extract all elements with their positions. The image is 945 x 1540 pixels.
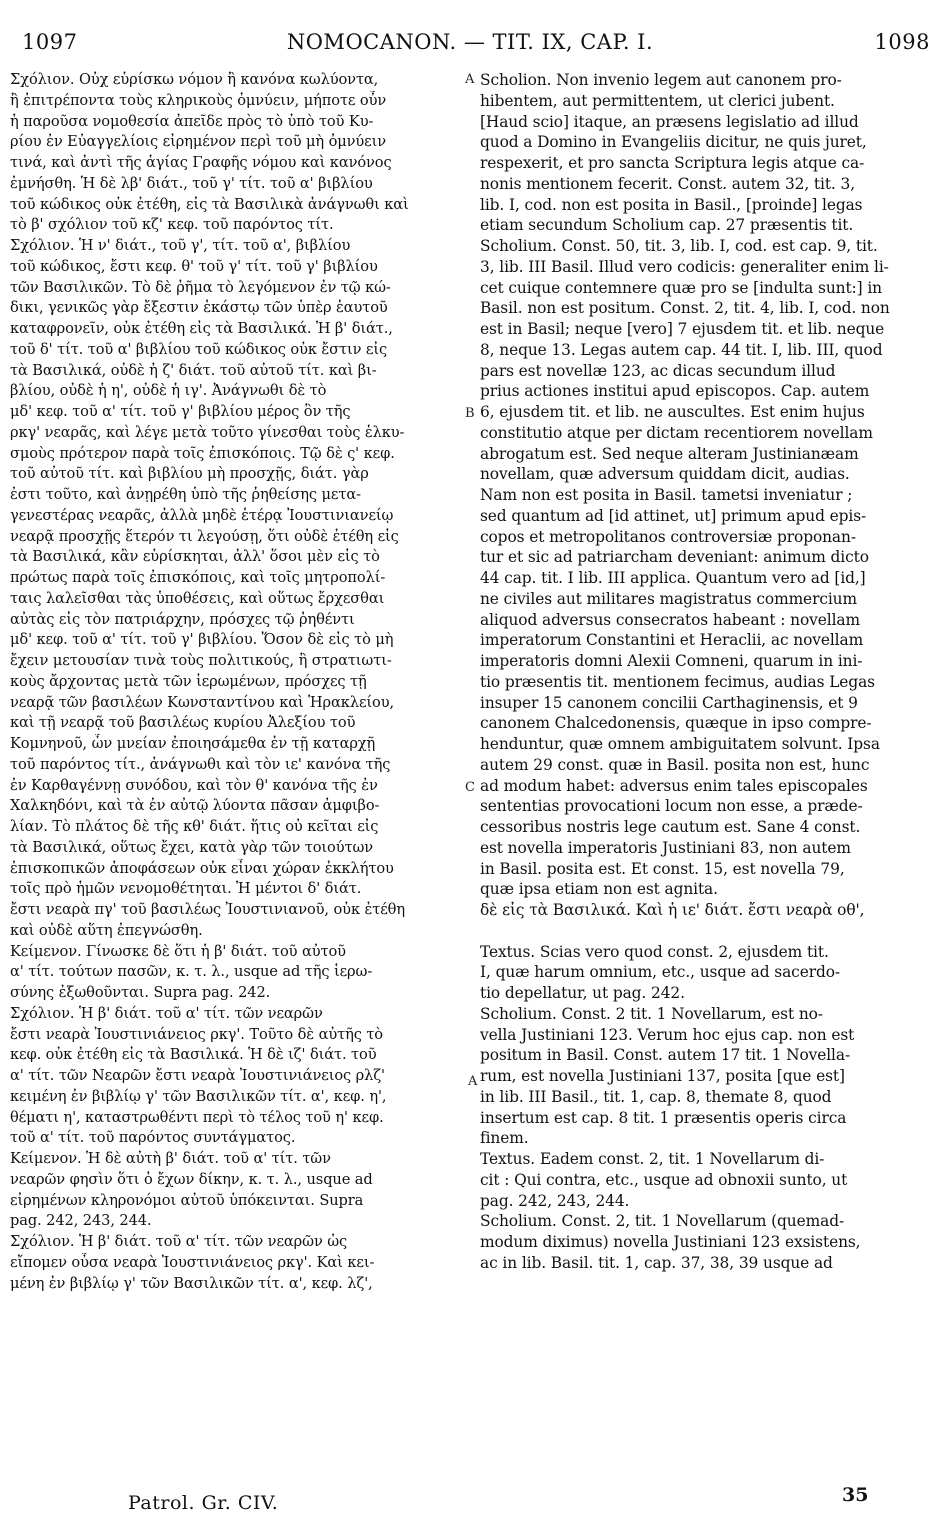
greek-text-line: καταφρονεῖν, οὐκ ἐτέθη εἰς τὰ Βασιλικά. Ἡ β' διάτ., [10, 320, 393, 337]
latin-text-line: tio depellatur, ut pag. 242. [480, 984, 685, 1002]
latin-text-line: abrogatum est. Sed neque alteram Justinianæam [480, 444, 859, 463]
greek-text-line: τοῦ κώδικος, ἔστι κεφ. θ' τοῦ γ' τίτ. τοῦ γ' βιβλίου [10, 257, 378, 275]
latin-text-line: est novella imperatoris Justiniani 83, non autem [480, 838, 851, 857]
latin-text-line: nonis mentionem fecerit. Const. autem 32, tit. 3, [480, 174, 855, 193]
greek-text-line: τοῦ αὐτοῦ τίτ. καὶ βιβλίου μὴ προσχῇς, διάτ. γὰρ [10, 465, 369, 483]
latin-text-line: modum diximus) novella Justiniani 123 exsistens, [480, 1233, 861, 1251]
greek-text-line: κειμένη ἐν βιβλίῳ γ' τῶν Βασιλικῶν τίτ. α', κεφ. η', [10, 1087, 387, 1105]
latin-text-line: copos et metropolitanos controversiæ proponan- [480, 527, 856, 546]
greek-text-line: πρώτως παρὰ τοῖς ἐπισκόποις, καὶ τοῖς μητροπολί- [10, 569, 386, 586]
greek-text-line: Σχόλιον. Ἡ ν' διάτ., τοῦ γ', τίτ. τοῦ α', βιβλίου [10, 237, 351, 254]
page-number-right: 1098 [874, 30, 930, 54]
greek-text-line: νεαρῶν φησὶν ὅτι ὁ ἔχων δίκην, κ. τ. λ., usque ad [10, 1170, 373, 1188]
greek-text-line: ἔστι νεαρὰ πγ' τοῦ βασιλέως Ἰουστινιανοῦ, οὐκ ἐτέθη [10, 901, 406, 918]
series-footer: Patrol. Gr. CIV. [128, 1492, 279, 1514]
latin-text-line: ac in lib. Basil. tit. 1, cap. 37, 38, 39 usque ad [480, 1253, 833, 1272]
greek-text-line: μένη ἐν βιβλίῳ γ' τῶν Βασιλικῶν τίτ. α', κεφ. λζ', [10, 1274, 373, 1292]
running-header [10, 30, 930, 66]
latin-text-line: sed quantum ad [id attinet, ut] primum apud epis- [480, 506, 867, 525]
greek-text-line: εἴπομεν οὖσα νεαρὰ Ἰουστινιάνειος ρκγ'. Καὶ κει- [10, 1253, 375, 1271]
latin-text-line: 6, ejusdem tit. et lib. ne auscultes. Est enim hujus [480, 403, 865, 421]
greek-text-line: τὰ Βασιλικά, οὐδὲ ἡ ζ' διάτ. τοῦ αὐτοῦ τίτ. καὶ βι- [10, 361, 377, 379]
page-number-left: 1097 [22, 30, 78, 54]
greek-text-line: καὶ οὐδὲ αὕτη ἐπεγνώσθη. [10, 921, 203, 939]
greek-text-line: pag. 242, 243, 244. [10, 1212, 152, 1230]
signature-mark: 35 [842, 1484, 869, 1506]
latin-text-line: novellam, quæ adversum quiddam dicit, audias. [480, 465, 850, 484]
latin-text-line: constitutio atque per dictam recentiorem novellam [480, 423, 873, 442]
latin-text-line: prius actiones institui apud episcopos. Cap. autem [480, 382, 870, 401]
greek-text-line: λίαν. Τὸ πλάτος δὲ τῆς κθ' διάτ. ἥτις οὐ κεῖται εἰς [10, 818, 379, 835]
latin-text-line: cet cuique contemnere quæ pro se [indulta sunt:] in [480, 278, 882, 297]
latin-text-line: est in Basil; neque [vero] 7 ejusdem tit. et lib. neque [480, 320, 885, 338]
greek-text-line: κοὺς ἄρχοντας μετὰ τῶν ἱερωμένων, πρόσχες τῇ [10, 672, 367, 690]
greek-text-line: εἰρημένων κληρονόμοι αὐτοῦ ὑπόκεινται. Supra [10, 1191, 364, 1209]
greek-text-line: δικι, γενικῶς γὰρ ἔξεστιν ἑκάστῳ τῶν ὑπὲρ ἑαυτοῦ [10, 299, 388, 317]
latin-text-line: in lib. III Basil., tit. 1, cap. 8, themate 8, quod [480, 1087, 832, 1106]
margin-letter-b: B [465, 406, 475, 421]
latin-text-line: cessoribus nostris lege cautum est. Sane 4 const. [480, 818, 861, 836]
greek-text-line: νεαρᾷ προσχῇς ἕτερόν τι λεγούσῃ, ὅτι οὐδὲ ἐτέθη εἰς [10, 527, 399, 545]
latin-text-line: Textus. Eadem const. 2, tit. 1 Novellarum di- [480, 1150, 825, 1168]
latin-text-line: Textus. Scias vero quod const. 2, ejusdem tit. [480, 942, 829, 961]
latin-text-line: vella Justiniani 123. Verum hoc ejus cap. non est [480, 1025, 855, 1044]
greek-text-line: α' τίτ. τῶν Νεαρῶν ἔστι νεαρὰ Ἰουστινιάνειος ρλζ' [10, 1067, 385, 1084]
greek-text-line: ἡ παροῦσα νομοθεσία ἀπεῖδε πρὸς τὸ ὑπὸ τοῦ Κυ- [10, 112, 374, 130]
greek-text-line: τοῖς πρὸ ἡμῶν νενομοθέτηται. Ἡ μέντοι δ' διάτ. [10, 880, 362, 898]
greek-text-line: Κείμενον. Ἡ δὲ αὐτὴ β' διάτ. τοῦ α' τίτ. τῶν [10, 1150, 331, 1167]
latin-text-line: 44 cap. tit. I lib. III applica. Quantum vero ad [id,] [480, 569, 866, 587]
greek-text-line: ἔστι νεαρὰ Ἰουστινιάνειος ρκγ'. Τοῦτο δὲ αὐτῆς τὸ [10, 1025, 383, 1043]
greek-text-line: σμοὺς πρότερον παρὰ τοῖς ἐπισκόποις. Τῷ δὲ ς' κεφ. [10, 444, 395, 462]
greek-text-line: βλίου, οὐδὲ ἡ η', οὐδὲ ἡ ιγ'. Ἀνάγνωθι δὲ τὸ [10, 382, 327, 400]
greek-text-line: ἐμνήσθη. Ἡ δὲ λβ' διάτ., τοῦ γ' τίτ. τοῦ α' βιβλίου [10, 174, 373, 192]
latin-text-line: imperatoris domni Alexii Comneni, quarum in ini- [480, 652, 863, 670]
latin-text-line: insertum est cap. 8 tit. 1 præsentis operis circa [480, 1108, 847, 1127]
latin-text-line: pars est novellæ 123, ac dicas secundum illud [480, 361, 836, 380]
margin-letter-a-lower: A [468, 1074, 478, 1089]
greek-text-line: Σχόλιον. Οὐχ εὑρίσκω νόμον ἢ κανόνα κωλύοντα, [10, 71, 379, 88]
latin-text-line: finem. [480, 1129, 529, 1148]
latin-text-line: 3, lib. III Basil. Illud vero codicis: generaliter enim li- [480, 257, 889, 276]
latin-text-line: sententias provocationi locum non esse, a præde- [480, 797, 863, 816]
greek-text-line: τινά, καὶ ἀντὶ τῆς ἁγίας Γραφῆς νόμου καὶ κανόνος [10, 154, 392, 171]
greek-text-line: σύνης ἐξωθοῦνται. Supra pag. 242. [10, 984, 271, 1001]
latin-text-line: cit : Qui contra, etc., usque ad obnoxii sunto, ut [480, 1170, 848, 1189]
latin-text-line: in Basil. posita est. Et const. 15, est novella 79, [480, 859, 845, 878]
greek-text-line: μδ' κεφ. τοῦ α' τίτ. τοῦ γ' βιβλίου. Ὅσον δὲ εἰς τὸ μὴ [10, 631, 394, 649]
greek-text-line: τοῦ παρόντος τίτ., ἀνάγνωθι καὶ τὸν ιε' κανόνα τῆς [10, 755, 391, 773]
greek-text-line: ρκγ' νεαρᾶς, καὶ λέγε μετὰ τοῦτο γίνεσθαι τοὺς ἑλκυ- [10, 423, 405, 441]
latin-text-line: aliquod adversus consecratos habeant : novellam [480, 610, 860, 629]
greek-text-line: Κείμενον. Γίνωσκε δὲ ὅτι ἡ β' διάτ. τοῦ αὐτοῦ [10, 942, 346, 960]
greek-text-line: τοῦ κώδικος οὐκ ἐτέθη, εἰς τὰ Βασιλικὰ ἀνάγνωθι καὶ [10, 195, 409, 213]
greek-text-line: αὐτὰς εἰς τὸν πατριάρχην, πρόσχες τῷ ῥηθέντι [10, 610, 355, 628]
greek-text-line: καὶ τῇ νεαρᾷ τοῦ βασιλέως κυρίου Ἀλεξίου τοῦ [10, 714, 356, 732]
greek-text-line: τῶν Βασιλικῶν. Τὸ δὲ ῥῆμα τὸ λεγόμενον ἐν τῷ κώ- [10, 278, 391, 296]
latin-text-line: positum in Basil. Const. autem 17 tit. 1 Novella- [480, 1046, 851, 1065]
latin-text-line: lib. I, cod. non est posita in Basil., [proinde] legas [480, 195, 863, 214]
latin-text-line: [Haud scio] itaque, an præsens legislatio ad illud [480, 112, 859, 131]
greek-text-line: ἐν Καρθαγέννῃ συνόδου, καὶ τὸν θ' κανόνα τῆς ἐν [10, 776, 378, 794]
margin-letter-c: C [465, 780, 475, 795]
latin-text-line: Scholion. Non invenio legem aut canonem pro- [480, 71, 842, 89]
margin-letter-a: A [465, 72, 475, 87]
greek-text-line: τοῦ δ' τίτ. τοῦ α' βιβλίου τοῦ κώδικος οὐκ ἔστιν εἰς [10, 340, 388, 358]
latin-text-line: hibentem, aut permittentem, ut clerici jubent. [480, 91, 835, 110]
greek-text-line: νεαρᾷ τῶν βασιλέων Κωνσταντίνου καὶ Ἡρακλείου, [10, 693, 395, 711]
greek-text-line: τὰ Βασιλικά, οὕτως ἔχει, κατὰ γὰρ τῶν τοιούτων [10, 838, 374, 856]
greek-text-line: Σχόλιον. Ἡ β' διάτ. τοῦ α' τίτ. τῶν νεαρῶν [10, 1004, 323, 1022]
greek-text-line: ἐπισκοπικῶν ἀποφάσεων οὐκ εἶναι χώραν ἐκκλήτου [10, 859, 394, 877]
latin-text-line: ne civiles aut militares magistratus commercium [480, 589, 857, 608]
latin-text-line: Scholium. Const. 2 tit. 1 Novellarum, est no- [480, 1004, 823, 1023]
greek-text-line: α' τίτ. τούτων πασῶν, κ. τ. λ., usque ad τῆς ἱερω- [10, 963, 373, 981]
greek-text-line: ἐστι τοῦτο, καὶ ἀνῃρέθη ὑπὸ τῆς ῥηθείσης μετα- [10, 486, 361, 503]
greek-text-line: ἔχειν μετουσίαν τινὰ τοὺς πολιτικούς, ἢ στρατιωτι- [10, 652, 392, 669]
latin-text-line: imperatorum Constantini et Heraclii, ac novellam [480, 631, 864, 650]
greek-text-line: ταις λαλεῖσθαι τὰς ὑποθέσεις, καὶ οὕτως ἔρχεσθαι [10, 589, 385, 607]
latin-text-line [480, 921, 920, 942]
latin-text-line: respexerit, et pro sancta Scriptura legis atque ca- [480, 154, 865, 172]
greek-text-line: τὸ β' σχόλιον τοῦ κζ' κεφ. τοῦ παρόντος τίτ. [10, 216, 334, 234]
latin-text-line: Basil. non est positum. Const. 2, tit. 4, lib. I, cod. non [480, 299, 890, 318]
latin-text-line: pag. 242, 243, 244. [480, 1191, 630, 1210]
latin-text-line: I, quæ harum omnium, etc., usque ad sacerdo- [480, 963, 840, 982]
greek-text-line: γενεστέρας νεαρᾶς, ἀλλὰ μηδὲ ἑτέρᾳ Ἰουστινιανείῳ [10, 506, 394, 524]
greek-text-line: ρίου ἐν Εὐαγγελίοις εἰρημένον περὶ τοῦ μὴ ὀμνύειν [10, 133, 387, 151]
latin-text-line: insuper 15 canonem concilii Carthaginensis, et 9 [480, 693, 858, 712]
greek-text-line: Σχόλιον. Ἡ β' διάτ. τοῦ α' τίτ. τῶν νεαρῶν ὡς [10, 1233, 348, 1250]
latin-text-line: tio præsentis tit. mentionem fecimus, audias Legas [480, 672, 875, 691]
latin-text-line: autem 29 const. quæ in Basil. posita non est, hunc [480, 755, 870, 774]
greek-text-line: Χαλκηδόνι, καὶ τὰ ἐν αὐτῷ λύοντα πᾶσαν ἀμφιβο- [10, 797, 380, 815]
greek-text-line: Κομνηνοῦ, ὧν μνείαν ἐποιησάμεθα ἐν τῇ καταρχῇ [10, 735, 376, 752]
greek-text-line: κεφ. οὐκ ἐτέθη εἰς τὰ Βασιλικά. Ἡ δὲ ιζ' διάτ. τοῦ [10, 1046, 377, 1064]
latin-text-line: canonem Chalcedonensis, quæque in ipso compre- [480, 714, 872, 733]
latin-text-line: rum, est novella Justiniani 137, posita [que est] [480, 1067, 845, 1085]
greek-text-line: τοῦ α' τίτ. τοῦ παρόντος συντάγματος. [10, 1129, 296, 1147]
latin-text-line: δὲ εἰς τὰ Βασιλικά. Καὶ ἡ ιε' διάτ. ἔστι νεαρὰ οθ', [480, 901, 865, 919]
latin-text-line: quod a Domino in Evangeliis dicitur, ne quis juret, [480, 133, 867, 152]
latin-text-line: 8, neque 13. Legas autem cap. 44 tit. I, lib. III, quod [480, 340, 883, 359]
latin-text-line: Scholium. Const. 50, tit. 3, lib. I, cod. est cap. 9, tit. [480, 237, 878, 255]
latin-text-line: tur et sic ad patriarcham deveniant: animum dicto [480, 548, 869, 567]
latin-text-line: Nam non est posita in Basil. tametsi inveniatur ; [480, 486, 853, 504]
greek-text-line: τὰ Βασιλικά, κἂν εὑρίσκηται, ἀλλ' ὅσοι μὲν εἰς τὸ [10, 548, 380, 566]
latin-text-line: Scholium. Const. 2, tit. 1 Novellarum (quemad- [480, 1212, 845, 1231]
running-title: NOMOCANON. — TIT. IX, CAP. I. [286, 30, 654, 54]
latin-text-line: etiam secundum Scholium cap. 27 præsentis tit. [480, 216, 854, 235]
greek-text-line: ἢ ἐπιτρέποντα τοὺς κληρικοὺς ὀμνύειν, μήποτε οὖν [10, 91, 387, 109]
latin-text-line: henduntur, quæ omnem ambiguitatem solvunt. Ipsa [480, 735, 880, 753]
greek-column [10, 70, 465, 1294]
greek-text-line: μδ' κεφ. τοῦ α' τίτ. τοῦ γ' βιβλίου μέρος ὃν τῆς [10, 403, 351, 420]
latin-column [480, 70, 920, 1274]
latin-text-line: quæ ipsa etiam non est agnita. [480, 880, 718, 899]
greek-text-line: θέματι η', καταστρωθέντι περὶ τὸ τέλος τοῦ η' κεφ. [10, 1108, 384, 1126]
latin-text-line: ad modum habet: adversus enim tales episcopales [480, 776, 868, 795]
